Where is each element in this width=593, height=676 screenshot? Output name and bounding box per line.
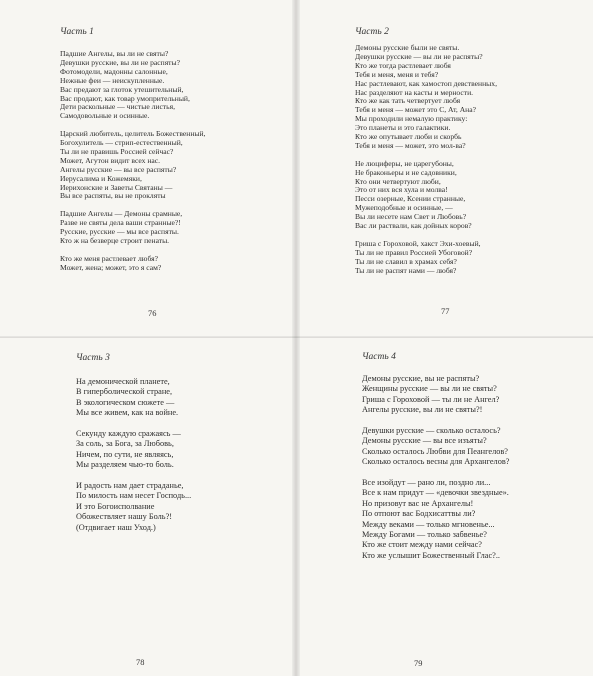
poem-line: Кто ж на безверце строит пенаты.	[60, 236, 170, 245]
page-77	[300, 0, 593, 338]
poem-line: Кто же услышит Божественный Глас?..	[362, 550, 500, 560]
stanza-break	[76, 419, 191, 429]
poem-line: Ты ли не правил Россией Убоговой?	[355, 247, 473, 257]
poem-line: Все к нам придут — «девочки звездные».	[362, 488, 509, 498]
book-gutter	[292, 0, 300, 338]
poem-line: Секунду каждую сражаясь —	[76, 429, 181, 439]
poem-line: Девушки русские, вы ли не распяты?	[60, 57, 180, 67]
poem-line: Ты ли не славил в храмах себя?	[355, 256, 457, 266]
poem-line: По отпоют вас Бодхисаттвы ли?	[362, 509, 476, 519]
poem-line: И радость нам дает страданье,	[76, 481, 184, 491]
poem-line: Вы ли несете нам Свет и Любовь?	[355, 212, 467, 222]
poem-text	[76, 377, 191, 533]
poem-line: Самодовольные и осинные.	[60, 111, 150, 121]
page-number: 78	[136, 658, 145, 667]
poem-line: Демоны русские — вы все изъяты?	[362, 436, 487, 446]
poem-line: Мы все живем, как на войне.	[76, 408, 179, 418]
poem-line: Тебя и меня — может, это мол-ва?	[355, 140, 466, 150]
poem-line: Между Богами — только забвенье?	[362, 530, 487, 540]
poem-line: Между веками — только мгновенье...	[362, 519, 495, 529]
poem-line: Ты ли не правишь Россией сейчас?	[60, 146, 174, 156]
poem-line: Тебя и меня — может это С, Ат, Ана?	[355, 105, 476, 115]
poem-line: Мужеподобные и осинные, —	[355, 203, 453, 213]
poem-line: Но призовут вас не Архангелы!	[362, 498, 474, 508]
poem-line: И это Богоисполвание	[76, 501, 155, 511]
poem-line: Дети раскольные — чистые листья,	[60, 102, 175, 112]
poem-line: Падшие Ангелы — Демоны срамные,	[60, 209, 183, 219]
page-78	[0, 338, 292, 676]
poem-line: Богохулитель — стрип-естественный,	[60, 138, 183, 148]
poem-line: Вы все распяты, вы не прокляты	[60, 191, 166, 201]
poem-line: Кто они четвертуют люби,	[355, 176, 441, 186]
poem-line: Это от них вся хула и молва!	[355, 185, 448, 195]
poem-line: Это планеты и это галактики.	[355, 123, 451, 133]
poem-line: Ты ли не распят нами — любя?	[355, 265, 457, 275]
poem-line: Демоны русские, вы не распяты?	[362, 374, 480, 383]
poem-line: В экологическом сюжете —	[76, 397, 175, 407]
poem-line: Нас разделяют на касты и мерности.	[355, 87, 474, 97]
poem-line: Вас ли раствали, как дойных коров?	[355, 221, 472, 231]
stanza-break	[76, 471, 191, 481]
poem-line: Разве не святы дела ваши странные?!	[60, 218, 181, 228]
poem-line: Демоны русские были не святы.	[355, 43, 460, 52]
book-gutter	[292, 338, 300, 676]
page-heading: Часть 1	[60, 27, 94, 37]
poem-line: Иерихонские и Заветы Святаны —	[60, 182, 173, 192]
poem-line: Девушки русские — вы ли не распяты?	[355, 51, 483, 61]
poem-text	[60, 50, 205, 273]
stanza-break	[362, 416, 509, 426]
poem-line: Ангелы русские — вы все распяты?	[60, 164, 177, 174]
poem-line: Русские, русские — мы все распяты.	[60, 227, 179, 237]
poem-line: На демонической планете,	[76, 377, 170, 386]
poem-line: За соль, за Бога, за Любовь,	[76, 439, 174, 449]
poem-line: Фотомодели, мадонны салонные,	[60, 66, 168, 76]
poem-line: Кто же тогда растлевает любя	[355, 60, 451, 70]
poem-line: Иерусалима и Кожемяки,	[60, 173, 142, 183]
poem-line: Гриша с Гороховой — ты ли не Ангел?	[362, 394, 500, 404]
page-number: 77	[441, 307, 450, 316]
poem-line: Мы проходили немалую практику:	[355, 114, 468, 124]
poem-line: (Отдвигает наш Уход.)	[76, 522, 156, 532]
poem-line: Ангелы русские, вы ли не святы?!	[362, 405, 483, 415]
poem-line: Падшие Ангелы, вы ли не святы?	[60, 49, 169, 58]
poem-line: Сколько осталось Любви для Пеангелов?	[362, 446, 508, 456]
poem-line: По милость нам несет Господь...	[76, 491, 192, 501]
page-79	[300, 338, 593, 676]
poem-line: Девушки русские — сколько осталось?	[362, 426, 501, 436]
poem-line: Может, жена; может, это я сам?	[60, 262, 162, 272]
poem-line: Ничем, по сути, не являясь,	[76, 449, 174, 459]
poem-line: В гиперболической стране,	[76, 387, 173, 397]
poem-line: Вас предают за глоток утешительный,	[60, 84, 184, 94]
page-heading: Часть 4	[362, 352, 396, 362]
page-heading: Часть 3	[76, 353, 110, 363]
poem-line: Женщины русские — вы ли не святы?	[362, 384, 497, 394]
poem-line: Не люциферы, не царегубоны,	[355, 158, 454, 168]
poem-line: Песси озерные, Ксении странные,	[355, 194, 466, 204]
poem-line: Кто же меня растлевает любя?	[60, 253, 159, 263]
poem-line: Мы разделяем чью-то боль.	[76, 460, 174, 470]
poem-line: Сколько осталось весны для Архангелов?	[362, 457, 510, 467]
poem-text	[355, 44, 497, 276]
poem-line: Тебя и меня, меня и тебя?	[355, 69, 439, 79]
page-76	[0, 0, 292, 338]
poem-line: Вас продают, как товар умопрительный,	[60, 93, 190, 103]
poem-text	[362, 374, 509, 561]
poem-line: Царский любитель, целитель Божественный,	[60, 129, 206, 139]
stanza-break	[362, 468, 509, 478]
poem-line: Гриша с Гороховой, хакст Эхи-хоевый,	[355, 238, 481, 248]
page-number: 79	[414, 659, 423, 668]
page-heading: Часть 2	[355, 27, 389, 37]
bottom-spread	[0, 338, 593, 676]
poem-line: Может, Агутон видит всех нас.	[60, 155, 161, 165]
poem-line: Обожествляет нашу Боль?!	[76, 512, 173, 522]
poem-line: Кто же как тать четвертует любя	[355, 96, 461, 106]
poem-line: Нас растлевают, как хамостоп девственных,	[355, 78, 497, 88]
poem-line: Не браконьеры и не садовники,	[355, 167, 457, 177]
poem-line: Кто же опутывает люби и скорбь	[355, 132, 462, 142]
poem-line: Все изойдут — рано ли, поздно ли...	[362, 478, 491, 488]
poem-line: Кто же стоит между нами сейчас?	[362, 540, 482, 550]
page-number: 76	[148, 309, 157, 318]
poem-line: Нежные феи — неискупленные.	[60, 75, 165, 85]
